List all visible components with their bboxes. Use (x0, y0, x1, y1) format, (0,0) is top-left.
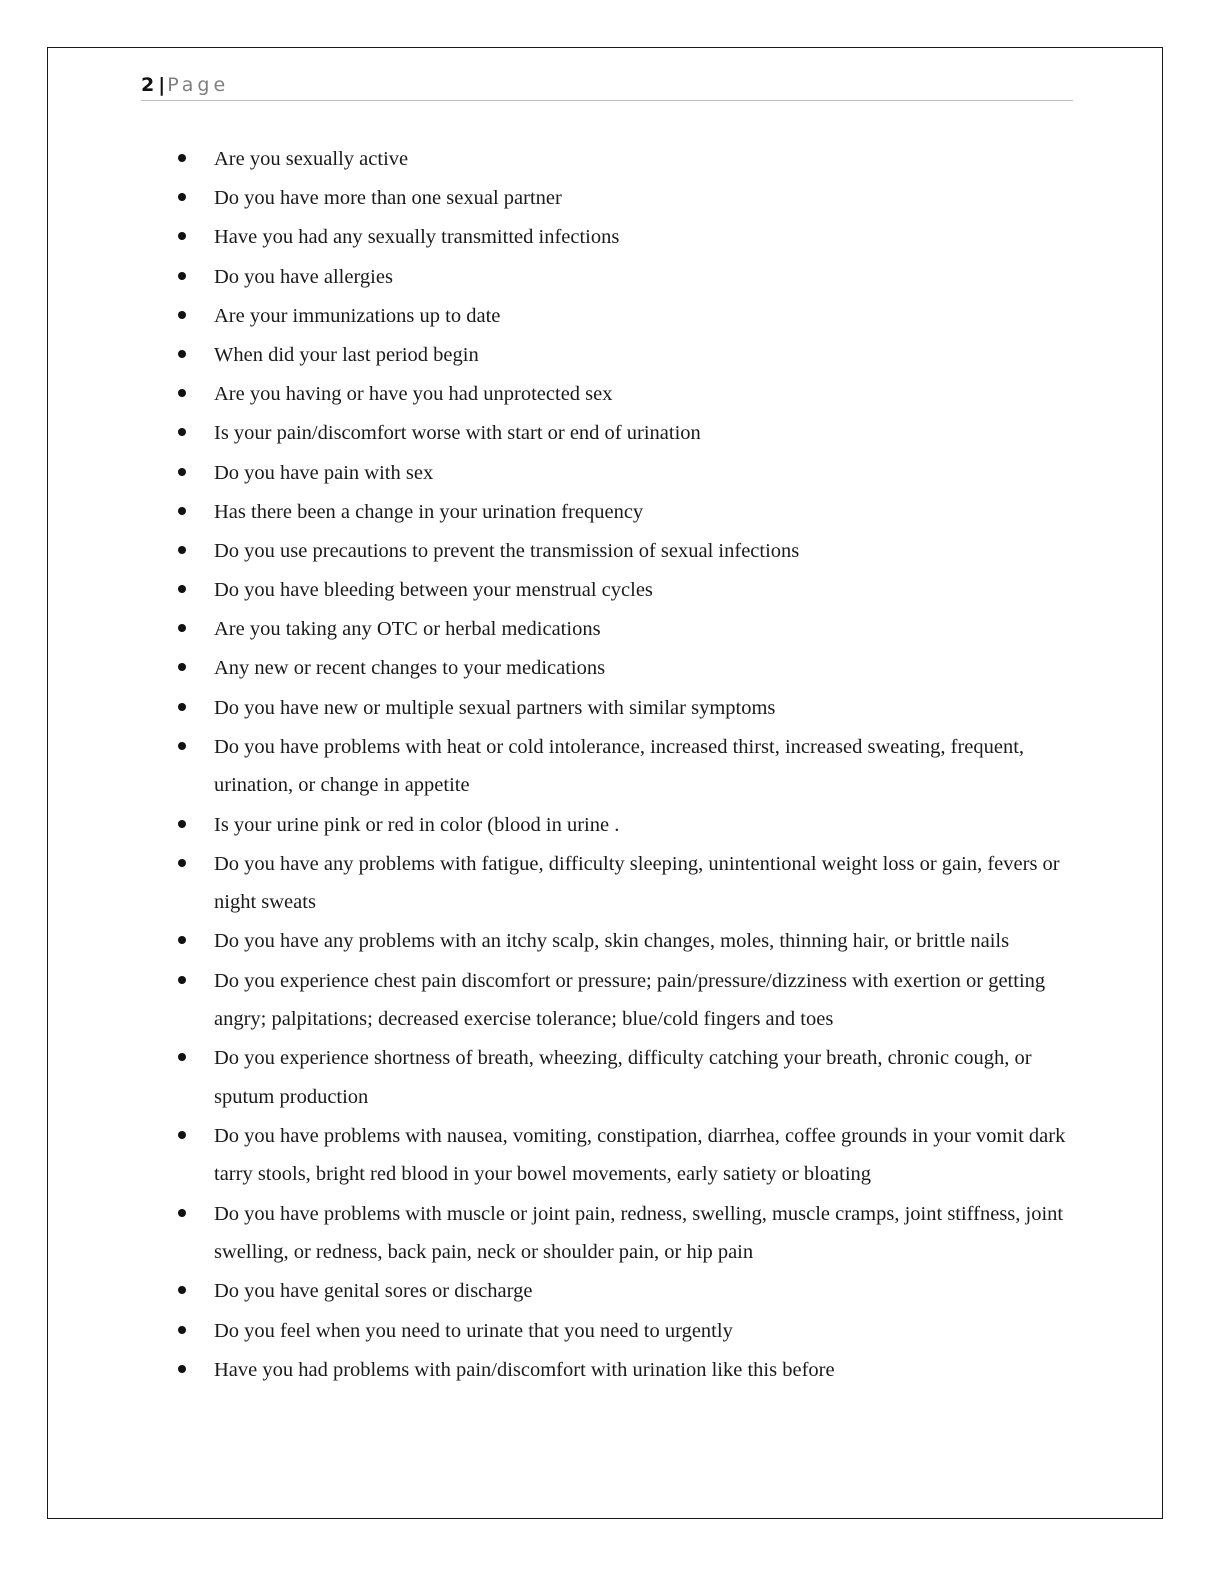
list-item (48, 454, 1162, 493)
list-item (48, 179, 1162, 218)
question-text: When did your last period begin (214, 343, 479, 366)
list-item (48, 258, 1162, 297)
question-text: Is your urine pink or red in color (blood in urine . (214, 813, 620, 836)
list-item (48, 532, 1162, 571)
bullet-icon (178, 1326, 186, 1334)
list-item (48, 1195, 1162, 1272)
list-item (48, 806, 1162, 845)
list-item (48, 375, 1162, 414)
list-item (48, 297, 1162, 336)
bullet-icon (178, 193, 186, 201)
question-text: Do you have more than one sexual partner (214, 187, 562, 210)
document-page (47, 47, 1163, 1519)
bullet-icon (178, 976, 186, 984)
list-item (48, 218, 1162, 257)
bullet-icon (178, 663, 186, 671)
list-item (48, 610, 1162, 649)
list-item (48, 140, 1162, 179)
question-text: Are you sexually active (214, 148, 409, 170)
question-text: Has there been a change in your urination frequency (214, 500, 644, 523)
question-text: Have you had problems with pain/discomfort with urination like this before (214, 1358, 835, 1381)
bullet-icon (178, 936, 186, 944)
bullet-icon (178, 624, 186, 632)
list-item (48, 728, 1162, 805)
question-text: Do you have any problems with fatigue, difficulty sleeping, unintentional weight loss or gain, fevers or night sweats (214, 852, 1060, 914)
bullet-icon (178, 154, 186, 162)
question-text: Is your pain/discomfort worse with start or end of urination (214, 422, 701, 445)
bullet-icon (178, 389, 186, 397)
question-text: Are you taking any OTC or herbal medications (214, 618, 601, 641)
page-header (141, 72, 1073, 101)
page-label: Page (167, 74, 230, 96)
bullet-icon (178, 1365, 186, 1373)
list-item (48, 649, 1162, 688)
question-text: Do you have pain with sex (214, 461, 434, 484)
bullet-icon (178, 272, 186, 280)
question-text: Any new or recent changes to your medications (214, 657, 606, 680)
bullet-icon (178, 1053, 186, 1061)
list-item (48, 1117, 1162, 1194)
question-list (48, 140, 1162, 1390)
question-text: Do you experience chest pain discomfort or pressure; pain/pressure/dizziness with exertion or getting angry; palpitations; decreased exercise tolerance; blue/cold fingers and toes (214, 969, 1046, 1031)
question-text: Do you have new or multiple sexual partners with similar symptoms (214, 696, 776, 719)
question-text: Are your immunizations up to date (214, 304, 501, 327)
bullet-icon (178, 350, 186, 358)
bullet-icon (178, 820, 186, 828)
bullet-icon (178, 546, 186, 554)
question-text: Do you have genital sores or discharge (214, 1280, 533, 1303)
bullet-icon (178, 428, 186, 436)
bullet-icon (178, 468, 186, 476)
list-item (48, 336, 1162, 375)
question-text: Do you have problems with nausea, vomiting, constipation, diarrhea, coffee grounds in your vomit dark tarry stools, bright red blood in your bowel movements, early satiety or bloating (214, 1124, 1066, 1186)
list-item (48, 1272, 1162, 1311)
question-text: Do you have bleeding between your menstrual cycles (214, 579, 653, 602)
question-text: Have you had any sexually transmitted infections (214, 226, 620, 249)
question-text: Do you feel when you need to urinate that you need to urgently (214, 1319, 733, 1342)
question-text: Do you have allergies (214, 265, 393, 288)
question-text: Do you have any problems with an itchy scalp, skin changes, moles, thinning hair, or brittle nails (214, 930, 1010, 953)
bullet-icon (178, 742, 186, 750)
list-item (48, 414, 1162, 453)
bullet-icon (178, 1286, 186, 1294)
list-item (48, 1351, 1162, 1390)
list-item (48, 571, 1162, 610)
question-text: Do you have problems with muscle or joint pain, redness, swelling, muscle cramps, joint stiffness, joint swelling, or redness, back pain, neck or shoulder pain, or hip pain (214, 1202, 1064, 1264)
header-separator: | (158, 74, 166, 96)
bullet-icon (178, 703, 186, 711)
list-item (48, 845, 1162, 922)
list-item (48, 962, 1162, 1039)
question-text: Are you having or have you had unprotected sex (214, 383, 613, 406)
list-item (48, 1039, 1162, 1116)
bullet-icon (178, 1131, 186, 1139)
bullet-icon (178, 1209, 186, 1217)
list-item (48, 689, 1162, 728)
question-text: Do you use precautions to prevent the transmission of sexual infections (214, 539, 800, 562)
bullet-icon (178, 585, 186, 593)
list-item (48, 1312, 1162, 1351)
bullet-icon (178, 232, 186, 240)
list-item (48, 493, 1162, 532)
question-text: Do you have problems with heat or cold intolerance, increased thirst, increased sweating, frequent, urination, or change in appetite (214, 735, 1025, 797)
list-item (48, 922, 1162, 961)
bullet-icon (178, 507, 186, 515)
bullet-icon (178, 859, 186, 867)
question-text: Do you experience shortness of breath, wheezing, difficulty catching your breath, chronic cough, or sputum production (214, 1047, 1032, 1108)
page-number: 2 (141, 74, 155, 96)
bullet-icon (178, 311, 186, 319)
